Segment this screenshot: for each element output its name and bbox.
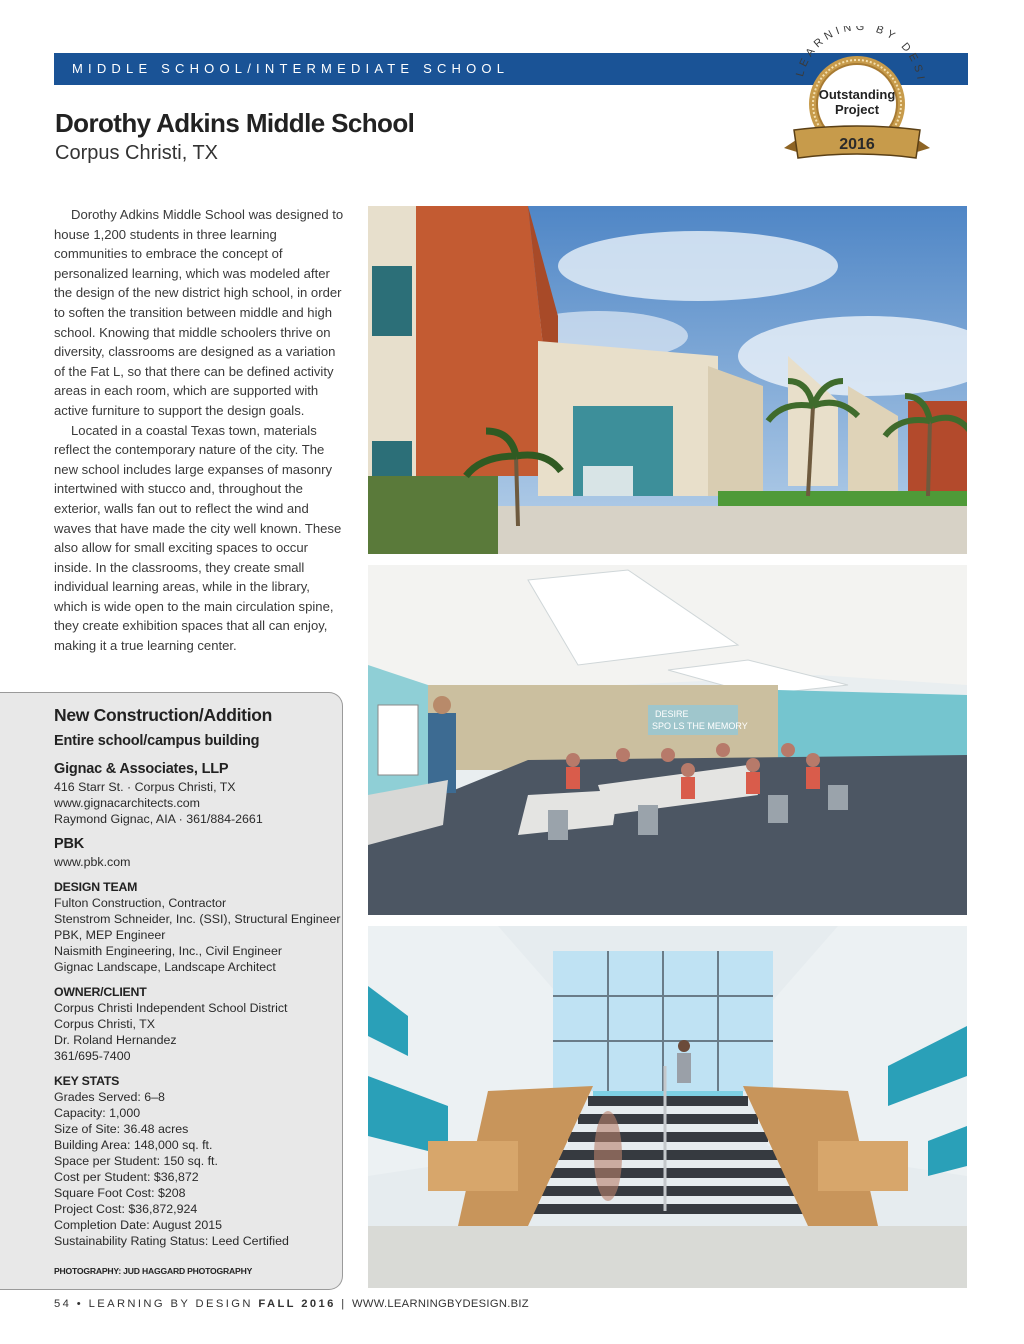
stat-item: Grades Served: 6–8 <box>54 1090 165 1104</box>
page-title: Dorothy Adkins Middle School <box>55 108 415 138</box>
publication-url[interactable]: WWW.LEARNINGBYDESIGN.BIZ <box>352 1298 529 1310</box>
publication-name: LEARNING BY DESIGN <box>88 1298 253 1310</box>
stat-item: Capacity: 1,000 <box>54 1106 141 1120</box>
stat-item: Sustainability Rating Status: Leed Certified <box>54 1234 289 1248</box>
stat-item: Space per Student: 150 sq. ft. <box>54 1154 218 1168</box>
key-stats-heading: KEY STATS <box>54 1074 120 1088</box>
badge-line2: Project <box>834 102 880 117</box>
exterior-photo <box>368 206 967 554</box>
owner-heading: OWNER/CLIENT <box>54 985 147 999</box>
design-team-item: Fulton Construction, Contractor <box>54 896 227 910</box>
design-team-heading: DESIGN TEAM <box>54 880 138 894</box>
owner-item: Corpus Christi, TX <box>54 1017 155 1031</box>
article-paragraph: Dorothy Adkins Middle School was designed to house 1,200 students in three learning communities to embrace the concept of personalized learning, which was modeled after the design of the new district high school, in order to soften the transition between middle and high school. Knowing that middle schoolers thrive on diversity, classrooms are designed as a variation of the Fat L, so that there can be defined activity areas in each room, which are supported with active furniture to support the design goals. <box>54 207 344 418</box>
design-team-list <box>54 895 344 975</box>
owner-item: 361/695-7400 <box>54 1049 131 1063</box>
article-body <box>54 205 346 656</box>
key-stats-list <box>54 1089 344 1249</box>
category-label: MIDDLE SCHOOL/INTERMEDIATE SCHOOL <box>72 61 510 76</box>
design-team-item: PBK, MEP Engineer <box>54 928 166 942</box>
library-photo <box>368 565 967 915</box>
architect-url: www.gignacarchitects.com <box>54 796 200 810</box>
stat-item: Square Foot Cost: $208 <box>54 1186 186 1200</box>
design-team-item: Gignac Landscape, Landscape Architect <box>54 960 276 974</box>
stat-item: Completion Date: August 2015 <box>54 1218 223 1232</box>
partner-url: www.pbk.com <box>54 855 131 869</box>
page-subtitle-location: Corpus Christi, TX <box>55 142 219 164</box>
design-team-item: Stenstrom Schneider, Inc. (SSI), Structural Engineer <box>54 912 341 926</box>
badge-line1: Outstanding <box>818 87 896 102</box>
owner-list <box>54 1000 344 1064</box>
architect-address: 416 Starr St. · Corpus Christi, TX <box>54 780 236 794</box>
page-footer: 54 • LEARNING BY DESIGN FALL 2016 | WWW.LEARNINGBYDESIGN.BIZ <box>54 1298 529 1310</box>
library-wall-text-1: DESIRE <box>655 709 689 719</box>
project-category: New Construction/Addition <box>54 705 273 725</box>
architect-name: Gignac & Associates, LLP <box>54 761 229 777</box>
badge-year: 2016 <box>839 136 875 153</box>
project-scope: Entire school/campus building <box>54 733 260 749</box>
stat-item: Cost per Student: $36,872 <box>54 1170 199 1184</box>
staircase-photo <box>368 926 967 1288</box>
issue-label: FALL 2016 <box>258 1298 336 1310</box>
owner-item: Dr. Roland Hernandez <box>54 1033 177 1047</box>
award-seal-icon <box>780 26 940 176</box>
award-badge <box>780 26 940 176</box>
page-number: 54 <box>54 1298 72 1310</box>
partner-name: PBK <box>54 836 85 852</box>
stat-item: Building Area: 148,000 sq. ft. <box>54 1138 213 1152</box>
library-wall-text-2: SPO LS THE MEMORY <box>652 721 748 731</box>
badge-arc-text: LEARNING BY DESI <box>794 26 927 85</box>
design-team-item: Naismith Engineering, Inc., Civil Engineer <box>54 944 282 958</box>
owner-item: Corpus Christi Independent School District <box>54 1001 288 1015</box>
photo-credit: PHOTOGRAPHY: JUD HAGGARD PHOTOGRAPHY <box>54 1266 253 1276</box>
architect-contact: Raymond Gignac, AIA · 361/884-2661 <box>54 812 263 826</box>
stat-item: Size of Site: 36.48 acres <box>54 1122 189 1136</box>
article-paragraph: Located in a coastal Texas town, materials reflect the contemporary nature of the city. The new school includes large expanses of masonry intertwined with stucco and, throughout the exterior, walls fan out to reflect the wind and waves that have made the city well known. These also allow for small exciting spaces to occur inside. In the classrooms, they create small individual learning areas, while in the library, which is wide open to the main circulation spine, they create exhibition spaces that all can enjoy, making it a true learning center. <box>54 422 342 654</box>
stat-item: Project Cost: $36,872,924 <box>54 1202 198 1216</box>
architect-details <box>54 779 344 827</box>
